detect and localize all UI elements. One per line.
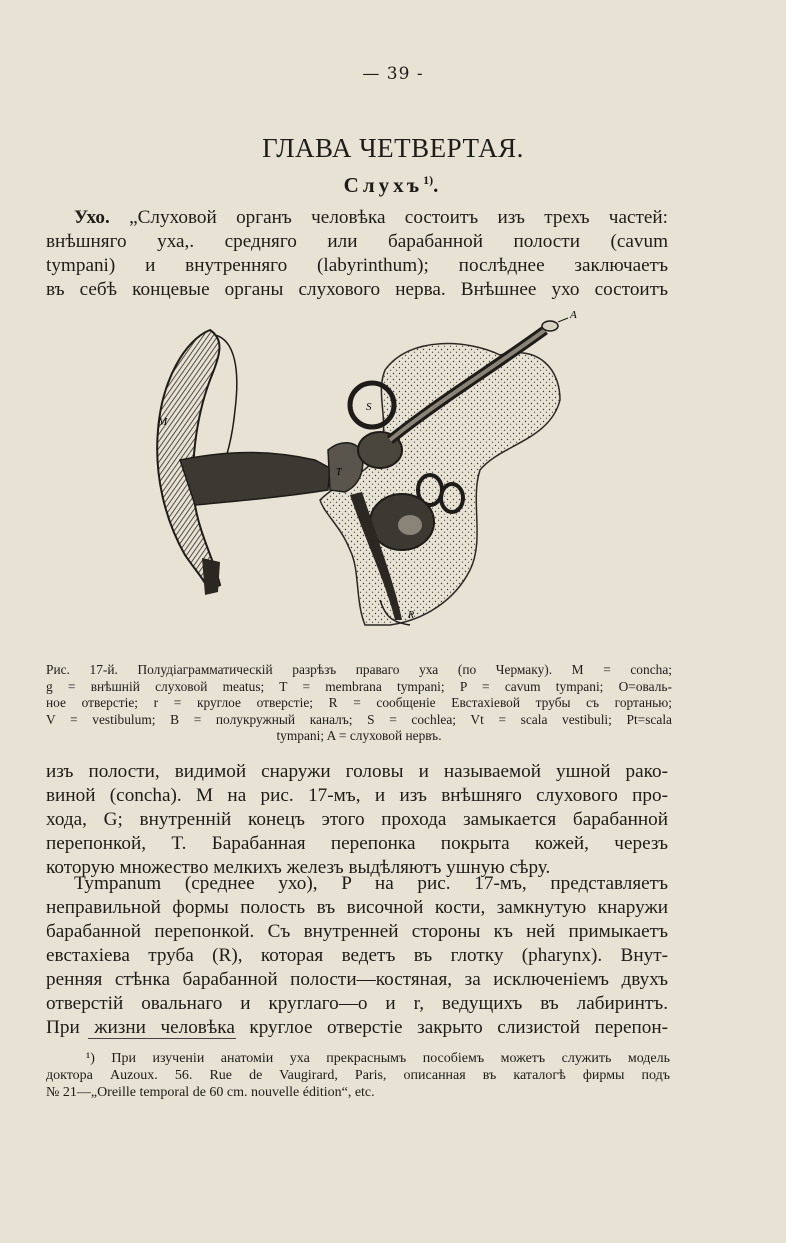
text-line: которую множество мелкихъ железъ выдѣляютъ ушную сѣру. — [46, 857, 551, 878]
text-line: перепонкой, T. Барабанная перепонка покрыта кожей, черезъ — [46, 833, 668, 854]
text-line: изъ полости, видимой снаружи головы и называемой ушной рако- — [46, 761, 668, 782]
intro-paragraph — [46, 206, 668, 302]
text-line: отверстій овальнаго и круглаго—o и r, ведущихъ въ лабиринтъ. — [46, 993, 668, 1014]
footnote-divider — [88, 1038, 236, 1039]
chapter-title: ГЛАВА ЧЕТВЕРТАЯ. — [262, 133, 524, 163]
page-number: — 39 - — [362, 64, 424, 84]
caption-line: Рис. 17-й. Полудіаграмматическій разрѣзъ праваго уха (по Чермаку). M = concha; — [46, 662, 672, 677]
section-footnote-mark: 1) — [423, 173, 434, 187]
caption-line: g = внѣшній слуховой meatus; T = membrana tympani; P = cavum tympani; O=оваль- — [46, 678, 672, 694]
text-line: хода, G; внутренній конецъ этого прохода замыкается барабанной — [46, 809, 668, 830]
footnote — [46, 1050, 670, 1101]
text-line: Ухо. „Слуховой органъ человѣка состоитъ изъ трехъ частей: — [74, 207, 668, 228]
footnote-line: доктора Auzoux. 56. Rue de Vaugirard, Paris, описанная въ каталогѣ фирмы подъ — [46, 1068, 670, 1083]
text-line: tympani) и внутренняго (labyrinthum); послѣднее заключаетъ — [46, 255, 668, 276]
caption-line: ное отверстіе; r = круглое отверстіе; R = сообщеніе Евстахіевой трубы съ гортанью; — [46, 695, 672, 710]
figure-caption — [46, 662, 672, 745]
figure-label-s: S — [366, 401, 372, 413]
text-line: барабанной перепонкой. Съ внутренней стороны къ ней примыкаетъ — [46, 921, 668, 942]
figure-label-a: A — [570, 309, 577, 321]
text-line: евстахіева труба (R), которая ведетъ въ глотку (pharynx). Внут- — [46, 945, 668, 966]
footnote-line: № 21—„Oreille temporal de 60 cm. nouvelle édition“, etc. — [46, 1085, 375, 1100]
paragraph-concha — [46, 760, 668, 880]
text-line: Tympanum (среднее ухо), P на рис. 17-мъ, представляетъ — [74, 873, 668, 894]
lead-word: Ухо. — [74, 207, 110, 228]
text-line: При жизни человѣка круглое отверстіе закрыто слизистой перепон- — [46, 1017, 668, 1038]
figure-label-r: R — [408, 610, 415, 621]
figure-label-m: M — [158, 416, 168, 428]
section-title-text: Слухъ — [343, 173, 424, 197]
text-line: въ себѣ концевые органы слухового нерва. Внѣшнее ухо состоитъ — [46, 279, 668, 300]
footnote-line: ¹) При изученіи анатоміи уха прекраснымъ пособіемъ можетъ служить модель — [86, 1051, 670, 1066]
text-line: неправильной формы полость въ височной кости, замкнутую кнаружи — [46, 897, 668, 918]
figure-label-t: T — [336, 467, 342, 478]
ear-cross-section-illustration — [140, 300, 600, 645]
caption-line: V = vestibulum; B = полукружный каналъ; S = cochlea; Vt = scala vestibuli; Pt=scala — [46, 711, 672, 727]
caption-line: tympani; A = слуховой нервъ. — [276, 728, 442, 743]
text-line: внѣшняго уха,. средняго или барабанной полости (cavum — [46, 231, 668, 252]
text-line: ренняя стѣнка барабанной полости—костяная, за исключеніемъ двухъ — [46, 969, 668, 990]
paragraph-tympanum — [46, 872, 668, 1040]
section-title: Слухъ$^{1)}$. — [343, 173, 443, 197]
text-line: виной (concha). M на рис. 17-мъ, и изъ внѣшняго слухового про- — [46, 785, 668, 806]
